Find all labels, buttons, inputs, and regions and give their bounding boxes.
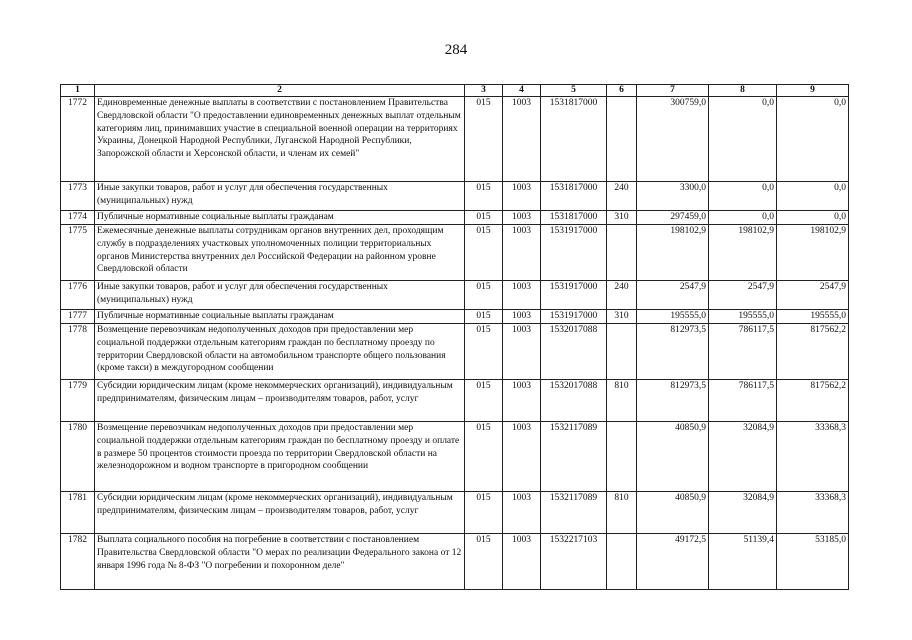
amount-col9: 195555,0 <box>777 310 849 324</box>
section-code: 1003 <box>503 310 541 324</box>
page-number: 284 <box>444 42 468 58</box>
column-header: 2 <box>95 85 465 97</box>
row-description: Возмещение перевозчикам недополученных доходов при предоставлении мер социальной поддержки отдельным категориям граждан по бесплатному проезду по территории Свердловской области на автомобильном транспорте общего пользования (кроме такси) в междугородном сообщении <box>95 324 465 380</box>
section-code: 1003 <box>503 281 541 310</box>
ministry-code: 015 <box>465 422 503 492</box>
ministry-code: 015 <box>465 225 503 281</box>
row-number: 1775 <box>61 225 95 281</box>
amount-col7: 812973,5 <box>637 380 709 422</box>
table-row <box>61 534 849 590</box>
column-header: 7 <box>637 85 709 97</box>
target-article-code: 1532017088 <box>541 380 607 422</box>
row-description: Публичные нормативные социальные выплаты гражданам <box>95 310 465 324</box>
row-number: 1782 <box>61 534 95 590</box>
amount-col8: 0,0 <box>709 211 777 225</box>
row-number: 1777 <box>61 310 95 324</box>
row-description: Возмещение перевозчикам недополученных доходов при предоставлении мер социальной поддержки отдельным категориям граждан по бесплатному проезду и оплате в размере 50 процентов стоимости проезда по территории Свердловской области на железнодорожном и водном транспорте в пригородном сообщении <box>95 422 465 492</box>
target-article-code: 1532117089 <box>541 492 607 534</box>
target-article-code: 1531817000 <box>541 182 607 211</box>
row-description: Публичные нормативные социальные выплаты гражданам <box>95 211 465 225</box>
amount-col9: 817562,2 <box>777 324 849 380</box>
section-code: 1003 <box>503 225 541 281</box>
target-article-code: 1531817000 <box>541 97 607 182</box>
row-description: Субсидии юридическим лицам (кроме некоммерческих организаций), индивидуальным предпринимателям, физическим лицам – производителям товаров, работ, услуг <box>95 380 465 422</box>
amount-col7: 2547,9 <box>637 281 709 310</box>
target-article-code: 1531917000 <box>541 225 607 281</box>
amount-col9: 0,0 <box>777 97 849 182</box>
expense-type-code: 240 <box>607 281 637 310</box>
target-article-code: 1531817000 <box>541 211 607 225</box>
amount-col8: 32084,9 <box>709 492 777 534</box>
ministry-code: 015 <box>465 211 503 225</box>
row-description: Иные закупки товаров, работ и услуг для обеспечения государственных (муниципальных) нужд <box>95 281 465 310</box>
amount-col8: 0,0 <box>709 182 777 211</box>
amount-col8: 0,0 <box>709 97 777 182</box>
table-row <box>61 182 849 211</box>
amount-col9: 198102,9 <box>777 225 849 281</box>
expense-type-code: 240 <box>607 182 637 211</box>
expense-type-code: 310 <box>607 211 637 225</box>
table-row <box>61 211 849 225</box>
expense-type-code: 310 <box>607 310 637 324</box>
amount-col7: 812973,5 <box>637 324 709 380</box>
amount-col8: 2547,9 <box>709 281 777 310</box>
amount-col7: 195555,0 <box>637 310 709 324</box>
expense-type-code <box>607 225 637 281</box>
ministry-code: 015 <box>465 492 503 534</box>
ministry-code: 015 <box>465 534 503 590</box>
amount-col9: 53185,0 <box>777 534 849 590</box>
table-row <box>61 225 849 281</box>
ministry-code: 015 <box>465 310 503 324</box>
column-header: 9 <box>777 85 849 97</box>
table-row <box>61 380 849 422</box>
row-number: 1780 <box>61 422 95 492</box>
expense-type-code: 810 <box>607 492 637 534</box>
column-header: 5 <box>541 85 607 97</box>
row-number: 1779 <box>61 380 95 422</box>
table-row <box>61 422 849 492</box>
section-code: 1003 <box>503 324 541 380</box>
amount-col8: 32084,9 <box>709 422 777 492</box>
row-number: 1772 <box>61 97 95 182</box>
amount-col7: 40850,9 <box>637 422 709 492</box>
amount-col9: 33368,3 <box>777 422 849 492</box>
amount-col7: 300759,0 <box>637 97 709 182</box>
amount-col9: 0,0 <box>777 211 849 225</box>
row-description: Единовременные денежные выплаты в соответствии с постановлением Правительства Свердловской области "О предоставлении единовременных денежных выплат отдельным категориям лиц, принимавших участие в специальной военной операции на территориях Украины, Донецкой Народной Республики, Луганской Народной Республики, Запорожской области и Херсонской области, и членам их семей" <box>95 97 465 182</box>
section-code: 1003 <box>503 97 541 182</box>
amount-col9: 33368,3 <box>777 492 849 534</box>
expense-type-code <box>607 97 637 182</box>
column-header: 8 <box>709 85 777 97</box>
section-code: 1003 <box>503 492 541 534</box>
ministry-code: 015 <box>465 324 503 380</box>
row-number: 1774 <box>61 211 95 225</box>
expense-type-code <box>607 422 637 492</box>
section-code: 1003 <box>503 422 541 492</box>
row-number: 1778 <box>61 324 95 380</box>
amount-col9: 0,0 <box>777 182 849 211</box>
amount-col8: 51139,4 <box>709 534 777 590</box>
target-article-code: 1531917000 <box>541 310 607 324</box>
amount-col7: 49172,5 <box>637 534 709 590</box>
row-description: Ежемесячные денежные выплаты сотрудникам органов внутренних дел, проходящим службу в подразделениях участковых уполномоченных полиции территориальных органов Министерства внутренних дел Российской Федерации на районном уровне Свердловской области <box>95 225 465 281</box>
table-row <box>61 492 849 534</box>
section-code: 1003 <box>503 182 541 211</box>
row-description: Выплата социального пособия на погребение в соответствии с постановлением Правительства Свердловской области "О мерах по реализации Федерального закона от 12 января 1996 года № 8-ФЗ "О погребении и похоронном деле" <box>95 534 465 590</box>
expense-type-code <box>607 324 637 380</box>
amount-col8: 198102,9 <box>709 225 777 281</box>
budget-table <box>60 84 849 590</box>
amount-col7: 40850,9 <box>637 492 709 534</box>
amount-col7: 198102,9 <box>637 225 709 281</box>
amount-col7: 297459,0 <box>637 211 709 225</box>
ministry-code: 015 <box>465 182 503 211</box>
column-header: 4 <box>503 85 541 97</box>
target-article-code: 1532017088 <box>541 324 607 380</box>
table-row <box>61 324 849 380</box>
ministry-code: 015 <box>465 380 503 422</box>
table-row <box>61 310 849 324</box>
table-row <box>61 97 849 182</box>
table-row <box>61 281 849 310</box>
ministry-code: 015 <box>465 97 503 182</box>
row-number: 1781 <box>61 492 95 534</box>
row-description: Иные закупки товаров, работ и услуг для обеспечения государственных (муниципальных) нужд <box>95 182 465 211</box>
ministry-code: 015 <box>465 281 503 310</box>
row-description: Субсидии юридическим лицам (кроме некоммерческих организаций), индивидуальным предпринимателям, физическим лицам – производителям товаров, работ, услуг <box>95 492 465 534</box>
expense-type-code: 810 <box>607 380 637 422</box>
expense-type-code <box>607 534 637 590</box>
section-code: 1003 <box>503 380 541 422</box>
amount-col9: 2547,9 <box>777 281 849 310</box>
amount-col7: 3300,0 <box>637 182 709 211</box>
amount-col8: 195555,0 <box>709 310 777 324</box>
target-article-code: 1531917000 <box>541 281 607 310</box>
amount-col8: 786117,5 <box>709 324 777 380</box>
amount-col8: 786117,5 <box>709 380 777 422</box>
section-code: 1003 <box>503 534 541 590</box>
row-number: 1773 <box>61 182 95 211</box>
column-header: 1 <box>61 85 95 97</box>
column-header: 6 <box>607 85 637 97</box>
section-code: 1003 <box>503 211 541 225</box>
column-header: 3 <box>465 85 503 97</box>
target-article-code: 1532117089 <box>541 422 607 492</box>
amount-col9: 817562,2 <box>777 380 849 422</box>
row-number: 1776 <box>61 281 95 310</box>
target-article-code: 1532217103 <box>541 534 607 590</box>
table-header-row <box>61 85 849 97</box>
